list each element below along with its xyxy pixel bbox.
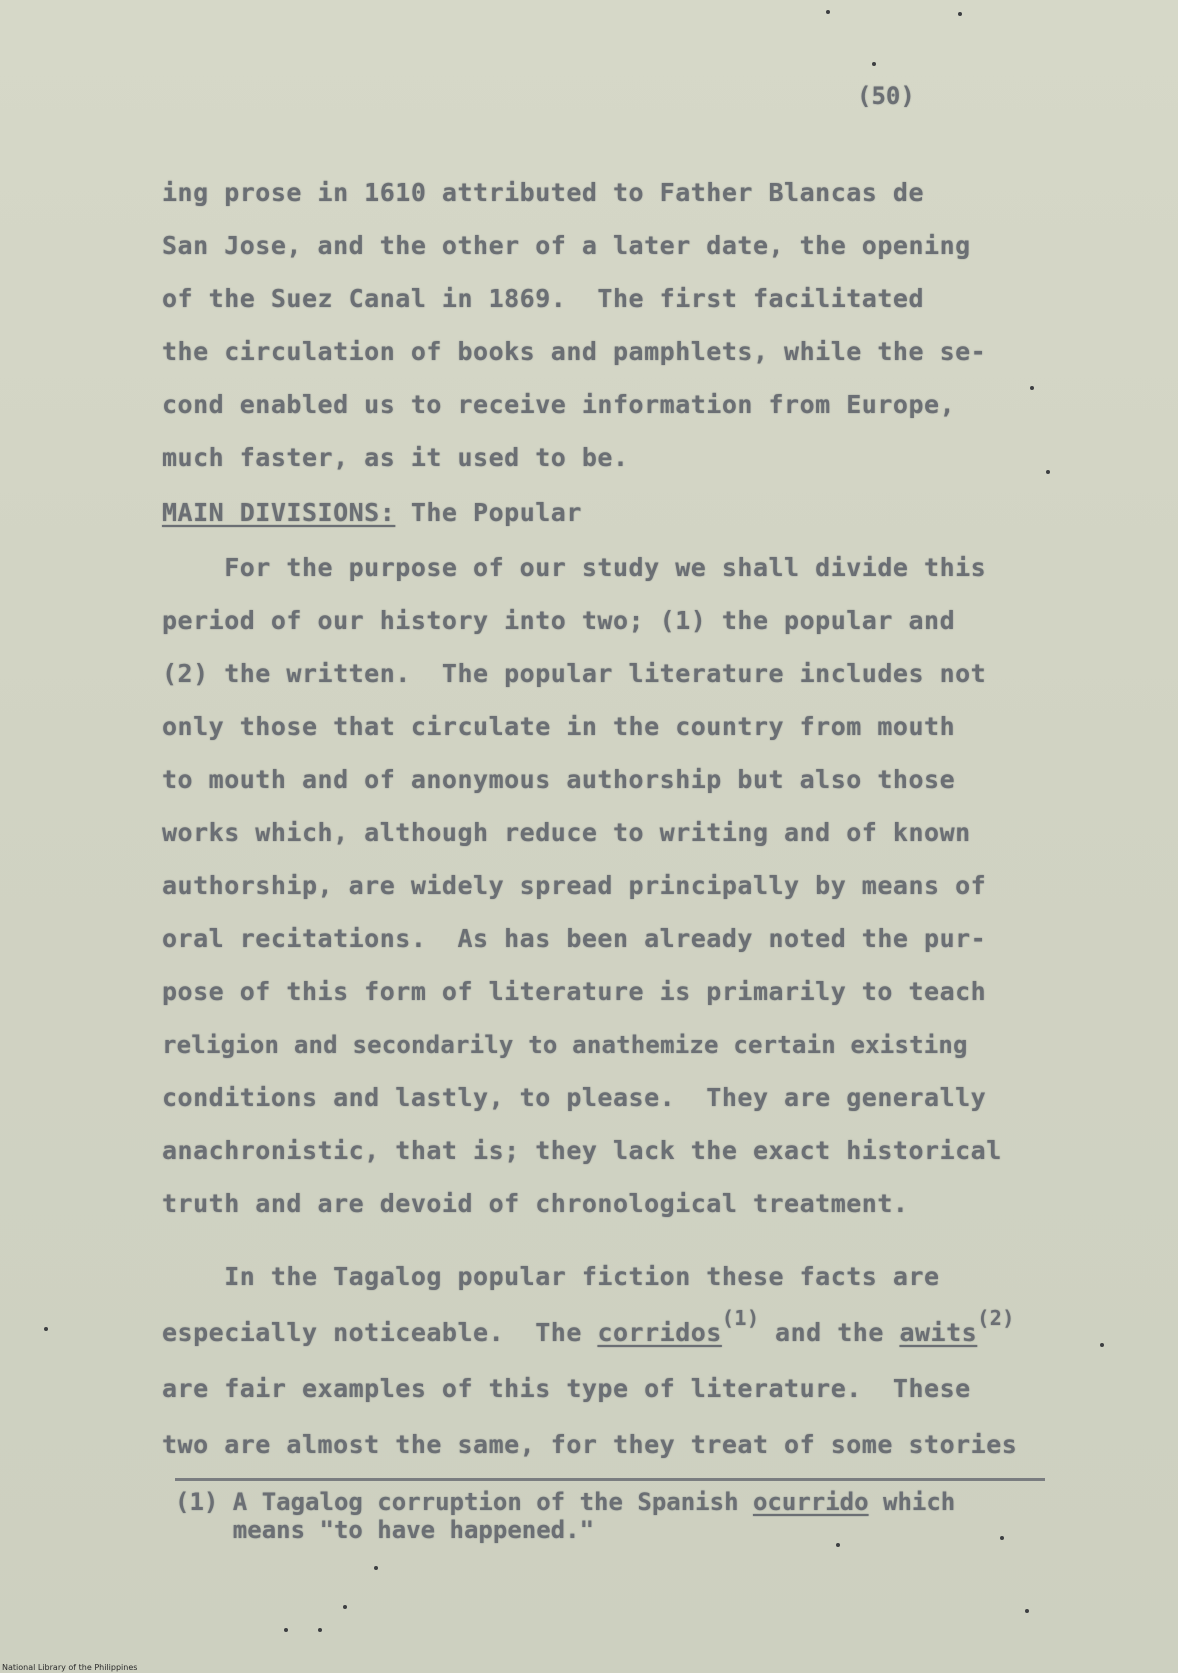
scan-speck <box>44 1327 48 1331</box>
term-corridos: corridos <box>597 1318 722 1347</box>
text-line: truth and are devoid of chronological treatment. <box>162 1189 909 1218</box>
scan-speck <box>958 12 962 16</box>
footnote-ref-1: (1) <box>721 1306 760 1330</box>
text-line: of the Suez Canal in 1869. The first facilitated <box>162 284 925 313</box>
text-line: two are almost the same, for they treat of some stories <box>162 1430 1018 1459</box>
scan-speck <box>284 1628 288 1632</box>
text-line: only those that circulate in the country from mouth <box>162 712 956 741</box>
text-line: In the Tagalog popular fiction these facts are <box>162 1262 940 1291</box>
text-line: period of our history into two; (1) the popular and <box>162 606 956 635</box>
text-span: especially noticeable. The <box>162 1318 598 1347</box>
text-line: religion and secondarily to anathemize certain existing <box>162 1031 968 1059</box>
text-line: works which, although reduce to writing and of known <box>162 818 971 847</box>
scan-speck <box>1100 1343 1104 1347</box>
scan-speck <box>826 10 830 14</box>
text-line: to mouth and of anonymous authorship but also those <box>162 765 956 794</box>
heading-underlined: MAIN DIVISIONS: <box>162 498 396 527</box>
footnote-line: means "to have happened." <box>175 1516 595 1544</box>
text-line: much faster, as it used to be. <box>162 443 629 472</box>
page-number: (50) <box>857 82 915 110</box>
scan-speck <box>1030 386 1034 390</box>
footnote-rule <box>175 1478 1045 1481</box>
text-line: the circulation of books and pamphlets, while the se- <box>162 337 987 366</box>
text-line: San Jose, and the other of a later date, the opening <box>162 231 971 260</box>
library-credit: National Library of the Philippines <box>2 1663 138 1672</box>
text-line: pose of this form of literature is primarily to teach <box>162 977 987 1006</box>
section-heading <box>162 498 1178 528</box>
scan-speck <box>1025 1609 1029 1613</box>
text-line: (2) the written. The popular literature includes not <box>162 659 987 688</box>
text-line: anachronistic, that is; they lack the exact historical <box>162 1136 1002 1165</box>
footnote-line <box>175 1488 1075 1516</box>
scan-speck <box>836 1543 840 1547</box>
footnote-ref-2: (2) <box>977 1306 1015 1330</box>
text-span: and the <box>759 1318 900 1347</box>
text-line: cond enabled us to receive information from Europe, <box>162 390 956 419</box>
scan-speck <box>318 1628 322 1632</box>
text-line: For the purpose of our study we shall divide this <box>162 553 987 582</box>
scan-speck <box>1000 1536 1004 1540</box>
text-line: ing prose in 1610 attributed to Father Blancas de <box>162 178 925 207</box>
text-line: conditions and lastly, to please. They are generally <box>162 1083 987 1112</box>
scan-speck <box>1046 470 1050 474</box>
scan-speck <box>343 1605 347 1609</box>
text-span: which <box>868 1488 956 1516</box>
text-span: (1) A Tagalog corruption of the Spanish <box>175 1488 753 1516</box>
heading-rest: The Popular <box>395 498 582 527</box>
scan-speck <box>872 62 876 66</box>
text-line: are fair examples of this type of literature. These <box>162 1374 971 1403</box>
text-line <box>162 1306 1178 1349</box>
text-line: authorship, are widely spread principally by means of <box>162 871 987 900</box>
term-ocurrido: ocurrido <box>752 1488 869 1516</box>
text-line: oral recitations. As has been already noted the pur- <box>162 924 987 953</box>
term-awits: awits <box>899 1318 978 1347</box>
scan-speck <box>374 1566 378 1570</box>
